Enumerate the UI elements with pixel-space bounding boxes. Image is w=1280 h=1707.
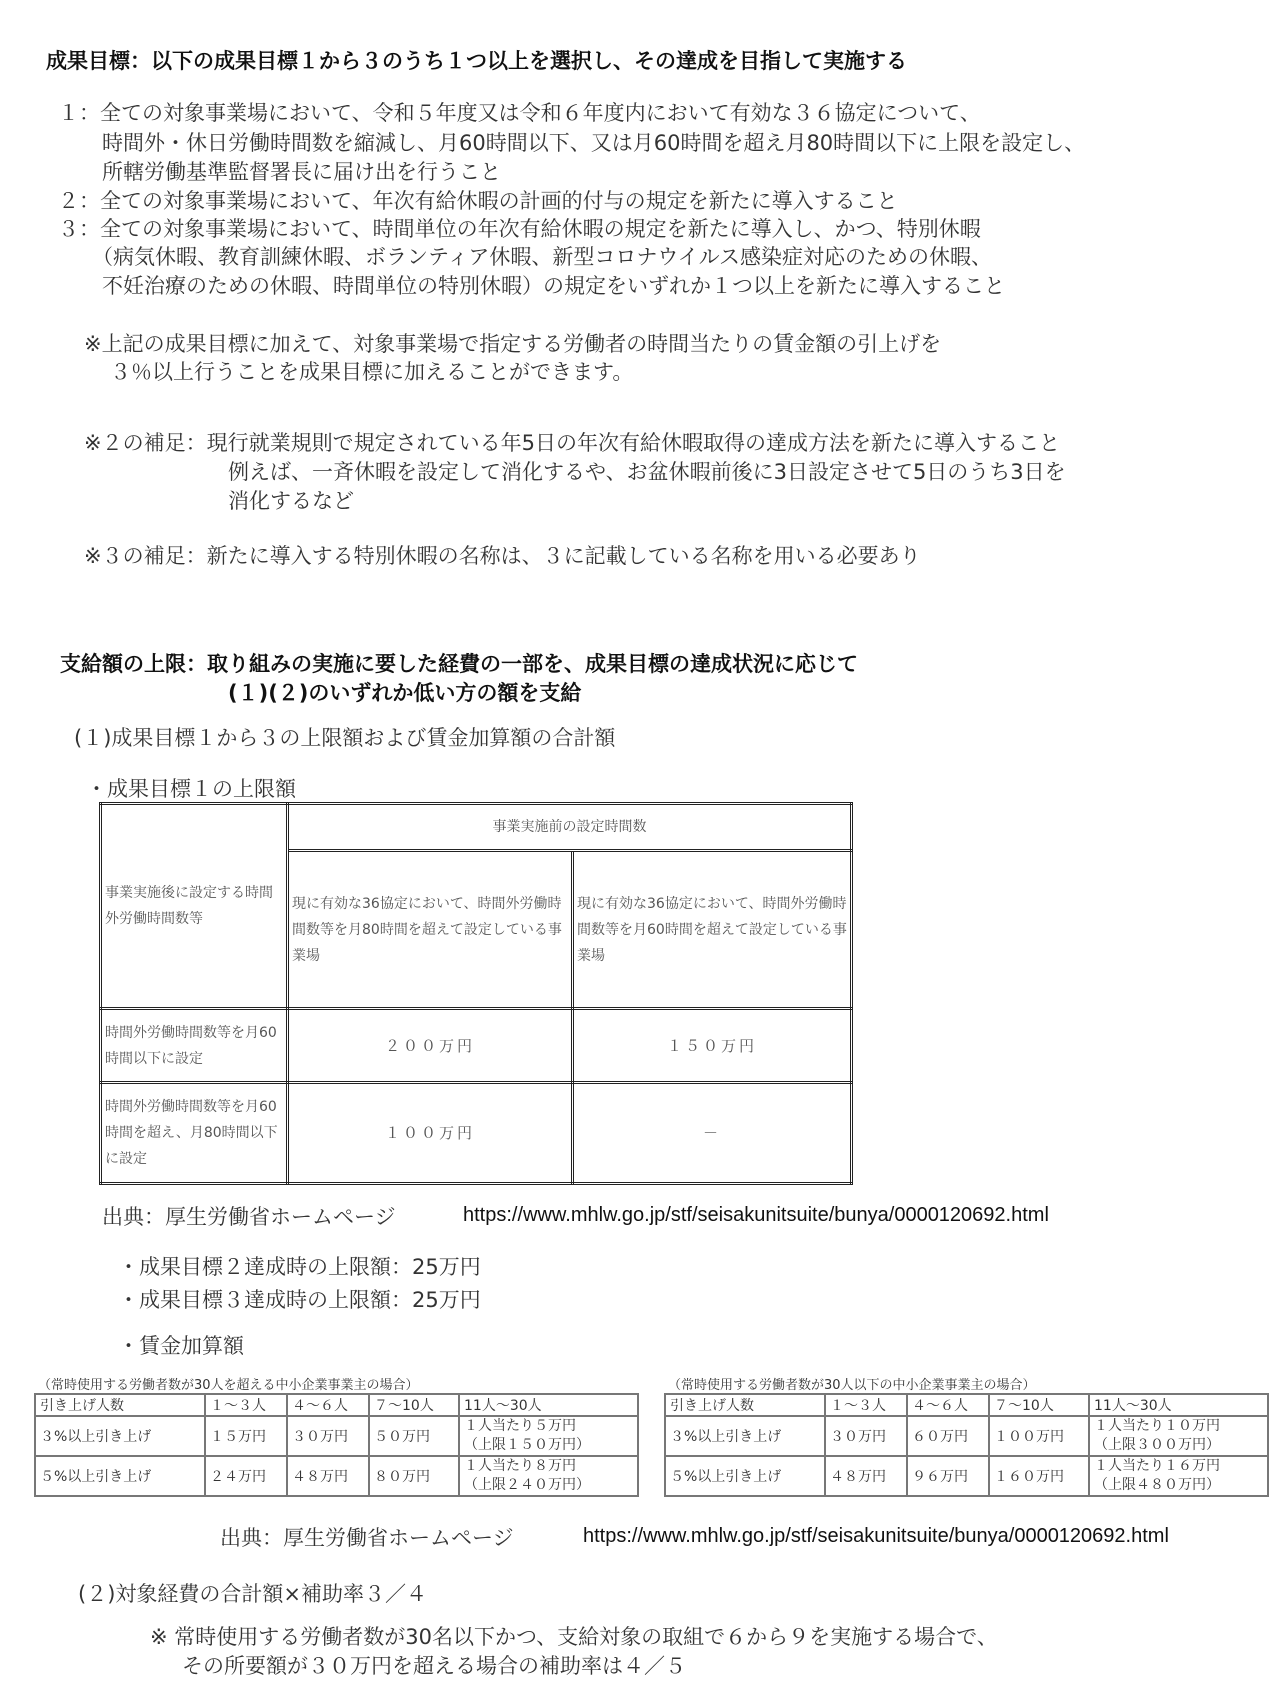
source-label: 出典：厚生労働省ホームページ (102, 1205, 396, 1229)
wage-cell-line: １人当たり５万円 (464, 1418, 576, 1434)
wage-cell-multi (459, 1456, 638, 1496)
wage-cell-multi (1089, 1456, 1268, 1496)
wage-cell: ４８万円 (825, 1456, 907, 1496)
wage-header: １～３人 (205, 1394, 287, 1416)
table-row-label: 時間外労働時間数等を月60時間以下に設定 (101, 1009, 288, 1083)
wage-row-label: ５%以上引き上げ (35, 1456, 205, 1496)
wage-cell: ５０万円 (369, 1416, 459, 1456)
goal2-limit: ・成果目標２達成時の上限額：25万円 (118, 1255, 481, 1279)
goal-item: １：全ての対象事業場において、令和５年度又は令和６年度内において有効な３６協定について、 (58, 101, 981, 125)
source-url: https://www.mhlw.go.jp/stf/seisakunitsuite/bunya/0000120692.html (463, 1204, 1049, 1226)
table-cell: １５０万円 (573, 1009, 852, 1083)
wage-cell-line: （上限３００万円） (1094, 1437, 1220, 1453)
limit-heading-2: (１)(２)のいずれか低い方の額を支給 (228, 681, 582, 705)
goal3-note: ※３の補足：新たに導入する特別休暇の名称は、３に記載している名称を用いる必要あり (84, 544, 921, 568)
wage-table-30-or-less (664, 1393, 1269, 1497)
wage-table-over-30 (34, 1393, 639, 1497)
wage-header: ４～６人 (907, 1394, 989, 1416)
goal-item: 所轄労働基準監督署長に届け出を行うこと (102, 160, 501, 184)
wage-cell-line: （上限１５０万円） (464, 1437, 590, 1453)
goal-item: 不妊治療のための休暇、時間単位の特別休暇）の規定をいずれか１つ以上を新たに導入すること (102, 274, 1005, 298)
wage-cell-multi (459, 1416, 638, 1456)
table-cell: ２００万円 (288, 1009, 573, 1083)
wage-header: ４～６人 (287, 1394, 369, 1416)
wage-header: 11人～30人 (1089, 1394, 1268, 1416)
goal2-note-line: 例えば、一斉休暇を設定して消化するや、お盆休暇前後に3日設定させて5日のうち3日を (228, 460, 1066, 484)
wage-cell: ２４万円 (205, 1456, 287, 1496)
wage-cell-multi (1089, 1416, 1268, 1456)
wage-cell: ８０万円 (369, 1456, 459, 1496)
wage-row-label: ３%以上引き上げ (665, 1416, 825, 1456)
wage-cell: １６０万円 (989, 1456, 1089, 1496)
wage-cell-line: １人当たり１０万円 (1094, 1418, 1220, 1434)
wage-cell: １５万円 (205, 1416, 287, 1456)
limit-heading: 支給額の上限：取り組みの実施に要した経費の一部を、成果目標の達成状況に応じて (60, 652, 858, 676)
goals-heading: 成果目標：以下の成果目標１から３のうち１つ以上を選択し、その達成を目指して実施する (46, 49, 907, 73)
source-url: https://www.mhlw.go.jp/stf/seisakunitsuite/bunya/0000120692.html (583, 1525, 1169, 1547)
goal1-limit-label: ・成果目標１の上限額 (86, 777, 296, 801)
wage-cell: ９６万円 (907, 1456, 989, 1496)
wage-row-label: ３%以上引き上げ (35, 1416, 205, 1456)
source-label: 出典：厚生労働省ホームページ (220, 1526, 514, 1550)
wage-row-label: ５%以上引き上げ (665, 1456, 825, 1496)
subsidy-rate-note: ※ 常時使用する労働者数が30名以下かつ、支給対象の取組で６から９を実施する場合で、 (150, 1625, 998, 1649)
table-col-header: 現に有効な36協定において、時間外労働時間数等を月60時間を超えて設定している事業場 (573, 851, 852, 1009)
wage-cell: ３０万円 (825, 1416, 907, 1456)
goal2-note-line: ※２の補足：現行就業規則で規定されている年5日の年次有給休暇取得の達成方法を新たに導入すること (84, 431, 1060, 455)
wage-cell: ４８万円 (287, 1456, 369, 1496)
table-corner-cell: 事業実施後に設定する時間外労働時間数等 (101, 804, 288, 1009)
subsection-2-title: (２)対象経費の合計額×補助率３／４ (78, 1582, 427, 1606)
wage-cell: ６０万円 (907, 1416, 989, 1456)
goal-item: ３：全ての対象事業場において、時間単位の年次有給休暇の規定を新たに導入し、かつ、特別休暇 (58, 217, 981, 241)
subsection-1-title: (１)成果目標１から３の上限額および賃金加算額の合計額 (74, 726, 616, 750)
wage-cell: ３０万円 (287, 1416, 369, 1456)
wage-cell-line: （上限４８０万円） (1094, 1477, 1220, 1493)
wage-cell-line: １人当たり８万円 (464, 1458, 576, 1474)
table-row-label: 時間外労働時間数等を月60時間を超え、月80時間以下に設定 (101, 1083, 288, 1184)
table-cell: １００万円 (288, 1083, 573, 1184)
wage-header: １～３人 (825, 1394, 907, 1416)
subsidy-rate-note: その所要額が３０万円を超える場合の補助率は４／５ (182, 1654, 686, 1678)
goal-item: （病気休暇、教育訓練休暇、ボランティア休暇、新型コロナウイルス感染症対応のための休暇、 (92, 245, 993, 269)
goal1-limit-table (99, 802, 853, 1185)
wage-note-line: ※上記の成果目標に加えて、対象事業場で指定する労働者の時間当たりの賃金額の引上げを (84, 332, 942, 356)
wage-cell-line: （上限２４０万円） (464, 1477, 590, 1493)
goal2-note-line: 消化するなど (228, 489, 354, 513)
wage-cell: １００万円 (989, 1416, 1089, 1456)
goal-item: ２：全ての対象事業場において、年次有給休暇の計画的付与の規定を新たに導入すること (58, 189, 898, 213)
wage-table-caption: （常時使用する労働者数が30人以下の中小企業事業主の場合） (668, 1378, 1036, 1393)
wage-header: ７～10人 (369, 1394, 459, 1416)
wage-addition-label: ・賃金加算額 (118, 1334, 244, 1358)
table-col-header: 現に有効な36協定において、時間外労働時間数等を月80時間を超えて設定している事業場 (288, 851, 573, 1009)
wage-note-line: ３％以上行うことを成果目標に加えることができます。 (110, 360, 634, 384)
table-header: 事業実施前の設定時間数 (288, 804, 852, 851)
wage-header: 引き上げ人数 (665, 1394, 825, 1416)
wage-header: 引き上げ人数 (35, 1394, 205, 1416)
goal3-limit: ・成果目標３達成時の上限額：25万円 (118, 1288, 481, 1312)
wage-cell-line: １人当たり１６万円 (1094, 1458, 1220, 1474)
wage-header: 11人～30人 (459, 1394, 638, 1416)
table-cell: － (573, 1083, 852, 1184)
wage-header: ７～10人 (989, 1394, 1089, 1416)
goal-item: 時間外・休日労働時間数を縮減し、月60時間以下、又は月60時間を超え月80時間以下に上限を設定し、 (102, 131, 1086, 155)
wage-table-caption: （常時使用する労働者数が30人を超える中小企業事業主の場合） (38, 1378, 419, 1393)
